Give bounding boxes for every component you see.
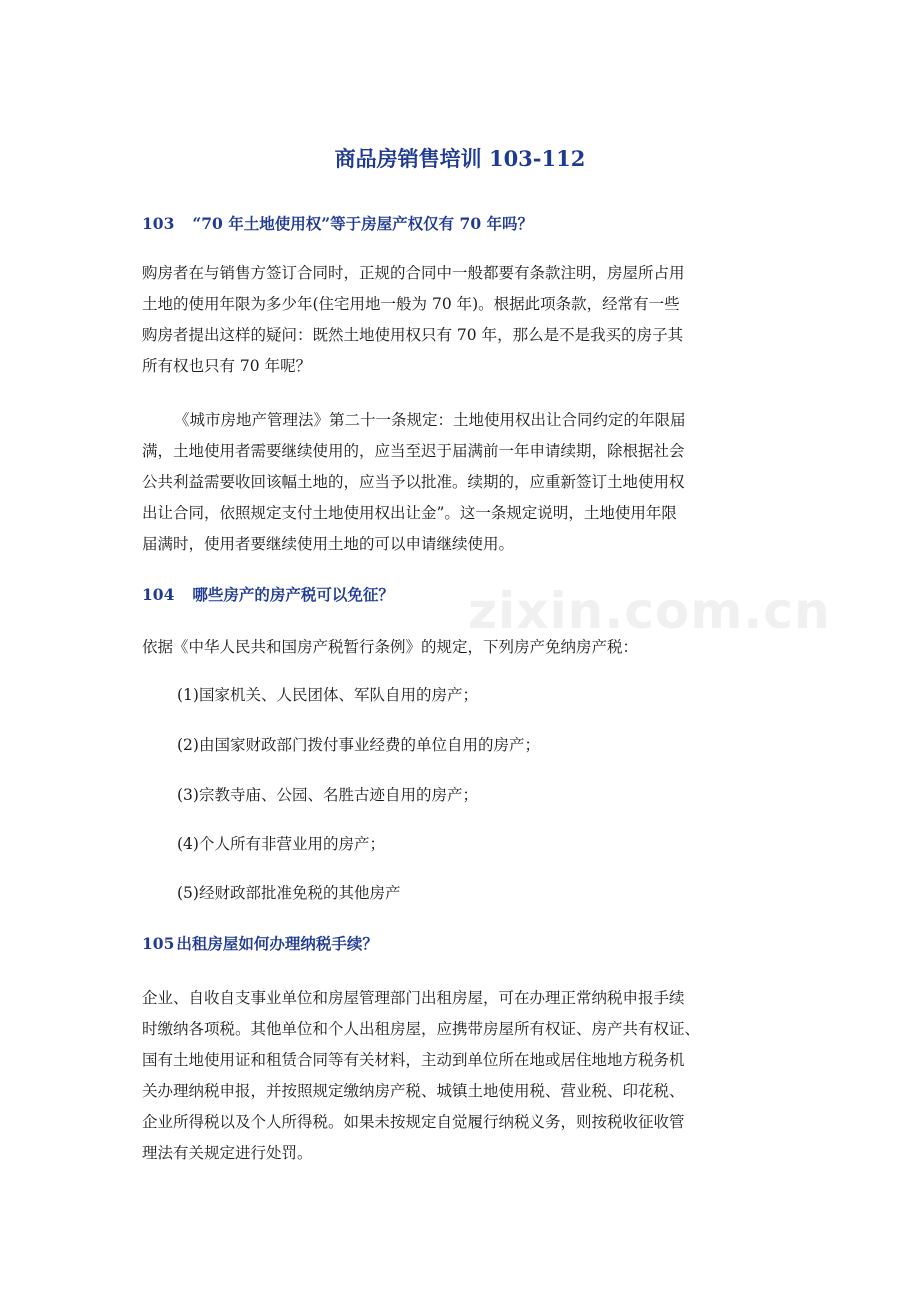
section-number: 104 xyxy=(142,585,175,604)
paragraph-line: 时缴纳各项税。其他单位和个人出租房屋，应携带房屋所有权证、房产共有权证、 xyxy=(142,1020,701,1038)
paragraph-line: 公共利益需要收回该幅土地的，应当予以批准。续期的，应重新签订土地使用权 xyxy=(142,473,685,491)
exemption-item: (3)宗教寺庙、公园、名胜古迹自用的房产； xyxy=(177,786,478,804)
section-heading-104 xyxy=(142,583,394,607)
paragraph-line: 所有权也只有 70 年呢？ xyxy=(142,357,312,375)
section-number: 103 xyxy=(142,214,175,233)
paragraph-line: 国有土地使用证和租赁合同等有关材料，主动到单位所在地或居住地地方税务机 xyxy=(142,1051,685,1069)
section-heading-105 xyxy=(142,932,378,956)
paragraph-line: 购房者在与销售方签订合同时，正规的合同中一般都要有条款注明，房屋所占用 xyxy=(142,264,685,282)
watermark: zixin.com.cn xyxy=(468,582,831,640)
paragraph-line: 满，土地使用者需要继续使用的，应当至迟于届满前一年申请续期，除根据社会 xyxy=(142,442,685,460)
paragraph-line: 关办理纳税申报，并按照规定缴纳房产税、城镇土地使用税、营业税、印花税、 xyxy=(142,1082,685,1100)
exemption-item: (2)由国家财政部门拨付事业经费的单位自用的房产； xyxy=(177,736,540,754)
paragraph-line: 购房者提出这样的疑问：既然土地使用权只有 70 年，那么是不是我买的房子其 xyxy=(142,326,684,344)
paragraph-line: 届满时，使用者要继续使用土地的可以申请继续使用。 xyxy=(142,535,515,553)
exemption-item: (1)国家机关、人民团体、军队自用的房产； xyxy=(177,686,478,704)
exemption-item: (4)个人所有非营业用的房产； xyxy=(177,835,385,853)
section-104-intro xyxy=(142,632,782,663)
paragraph-line: 企业、自收自支事业单位和房屋管理部门出租房屋，可在办理正常纳税申报手续 xyxy=(142,989,685,1007)
paragraph-line: 《城市房地产管理法》第二十一条规定：土地使用权出让合同约定的年限届 xyxy=(174,411,686,429)
paragraph-line: 出让合同，依照规定支付土地使用权出让金”。这一条规定说明，土地使用年限 xyxy=(142,504,677,522)
paragraph-line: 理法有关规定进行处罚。 xyxy=(142,1144,313,1162)
section-103-paragraph-1 xyxy=(142,258,782,382)
section-heading-text: “70 年土地使用权”等于房屋产权仅有 70 年吗？ xyxy=(192,214,534,233)
section-number: 105 xyxy=(142,934,175,953)
exemption-item: (5)经财政部批准免税的其他房产 xyxy=(177,884,401,902)
section-heading-103 xyxy=(142,212,533,236)
paragraph-line: 企业所得税以及个人所得税。如果未按规定自觉履行纳税义务，则按税收征收管 xyxy=(142,1113,685,1131)
section-heading-text: 哪些房产的房产税可以免征？ xyxy=(192,585,394,604)
paragraph-line: 依据《中华人民共和国房产税暂行条例》的规定，下列房产免纳房产税： xyxy=(142,638,639,656)
section-heading-text: 出租房屋如何办理纳税手续？ xyxy=(176,934,378,953)
section-105-paragraph-1 xyxy=(142,983,782,1169)
paragraph-line: 土地的使用年限为多少年(住宅用地一般为 70 年)。根据此项条款，经常有一些 xyxy=(142,295,680,313)
document-title: 商品房销售培训 103-112 xyxy=(334,146,586,171)
section-103-paragraph-2 xyxy=(142,405,782,560)
